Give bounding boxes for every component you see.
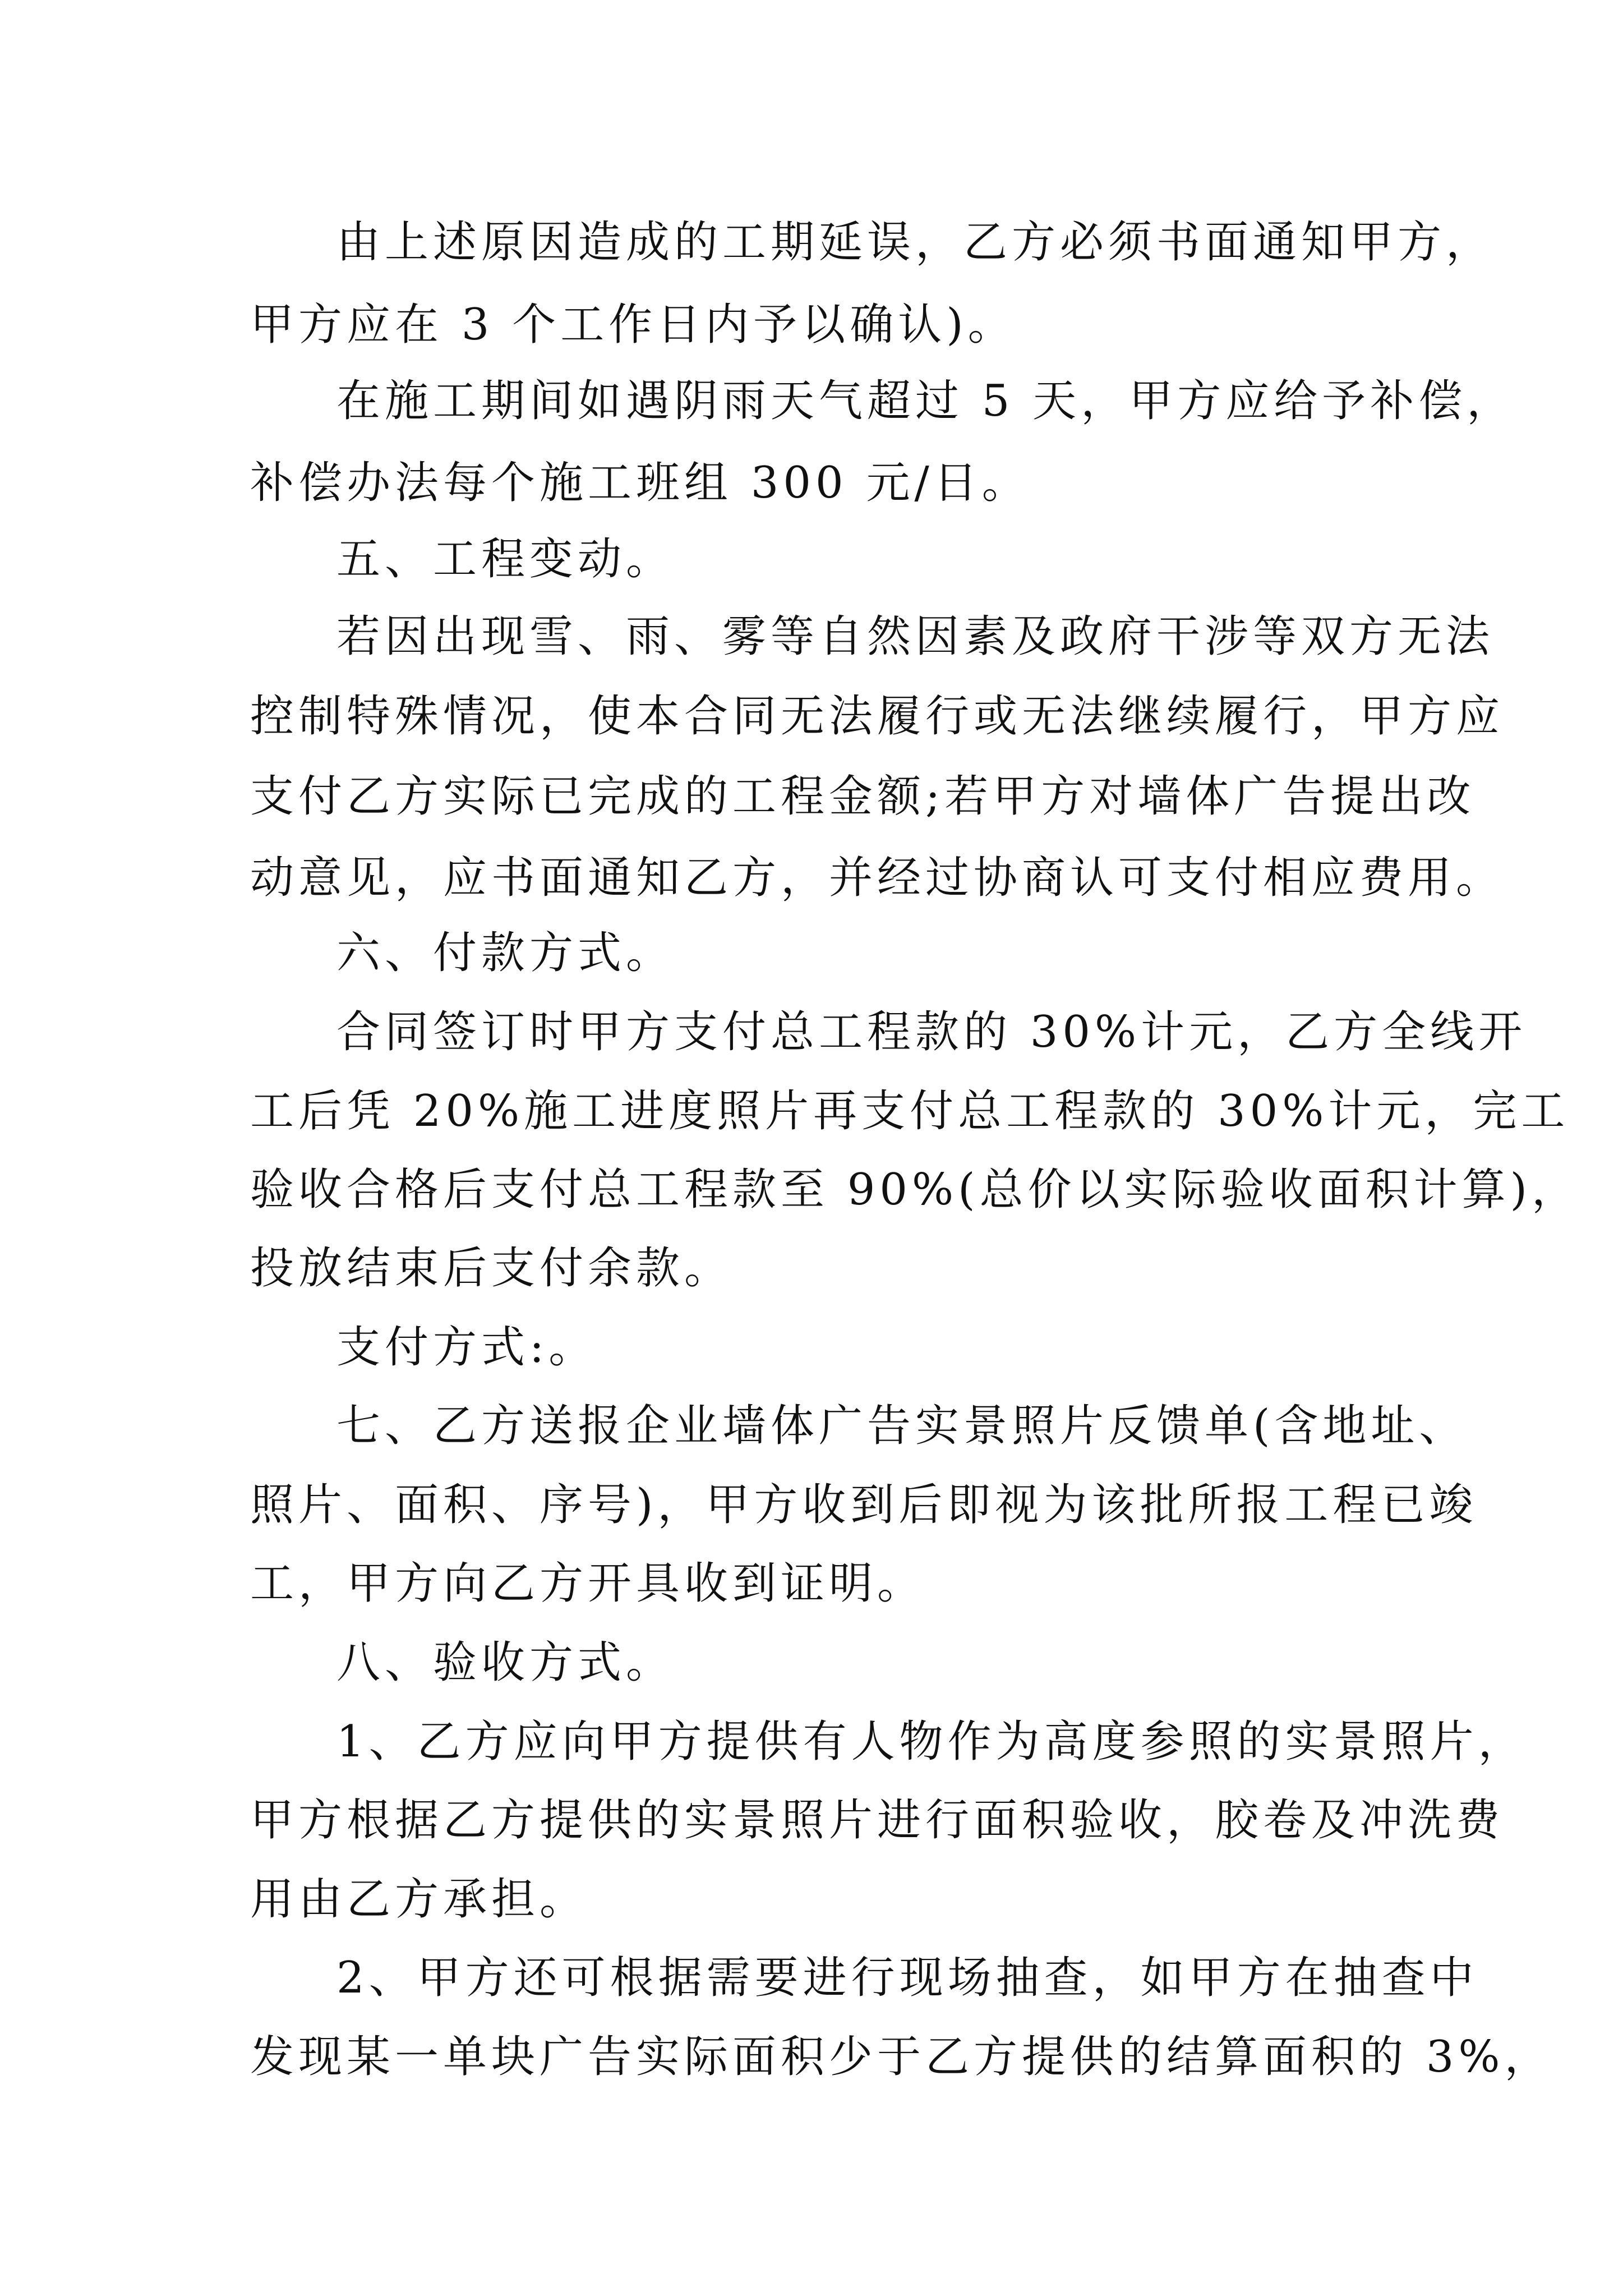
text-line: 照片、面积、序号)，甲方收到后即视为该批所报工程已竣 (250, 1480, 1478, 1530)
text-line: 2、甲方还可根据需要进行现场抽查，如甲方在抽查中 (336, 1953, 1478, 2003)
text-line: 若因出现雪、雨、雾等自然因素及政府干涉等双方无法 (336, 611, 1495, 662)
section-heading: 六、付款方式。 (336, 928, 675, 978)
text-line: 发现某一单块广告实际面积少于乙方提供的结算面积的 3%， (250, 2032, 1553, 2082)
text-line: 动意见，应书面通知乙方，并经过协商认可支付相应费用。 (250, 853, 1505, 903)
section-heading: 五、工程变动。 (336, 534, 675, 585)
text-line: 投放结束后支付余款。 (250, 1243, 733, 1294)
text-line: 工，甲方向乙方开具收到证明。 (250, 1558, 926, 1609)
text-line: 甲方应在 3 个工作日内予以确认)。 (250, 300, 1016, 350)
text-line: 补偿办法每个施工班组 300 元/日。 (250, 458, 1030, 508)
text-line: 支付方式:。 (336, 1322, 597, 1373)
text-line: 控制特殊情况，使本合同无法履行或无法继续履行，甲方应 (250, 691, 1505, 742)
text-line: 由上述原因造成的工期延误，乙方必须书面通知甲方， (336, 217, 1495, 268)
text-line: 工后凭 20%施工进度照片再支付总工程款的 30%计元，完工 (250, 1086, 1570, 1137)
section-heading: 八、验收方式。 (336, 1637, 675, 1688)
text-line: 支付乙方实际已完成的工程金额;若甲方对墙体广告提出改 (250, 771, 1476, 822)
section-heading: 七、乙方送报企业墙体广告实景照片反馈单(含地址、 (336, 1401, 1468, 1451)
text-line: 在施工期间如遇阴雨天气超过 5 天，甲方应给予补偿， (336, 376, 1515, 426)
text-line: 甲方根据乙方提供的实景照片进行面积验收，胶卷及冲洗费 (250, 1795, 1505, 1846)
text-line: 合同签订时甲方支付总工程款的 30%计元，乙方全线开 (336, 1007, 1527, 1057)
text-line: 验收合格后支付总工程款至 90%(总价以实际验收面积计算)， (250, 1165, 1580, 1215)
text-line: 用由乙方承担。 (250, 1874, 588, 1925)
text-line: 1、乙方应向甲方提供有人物作为高度参照的实景照片， (336, 1717, 1527, 1767)
